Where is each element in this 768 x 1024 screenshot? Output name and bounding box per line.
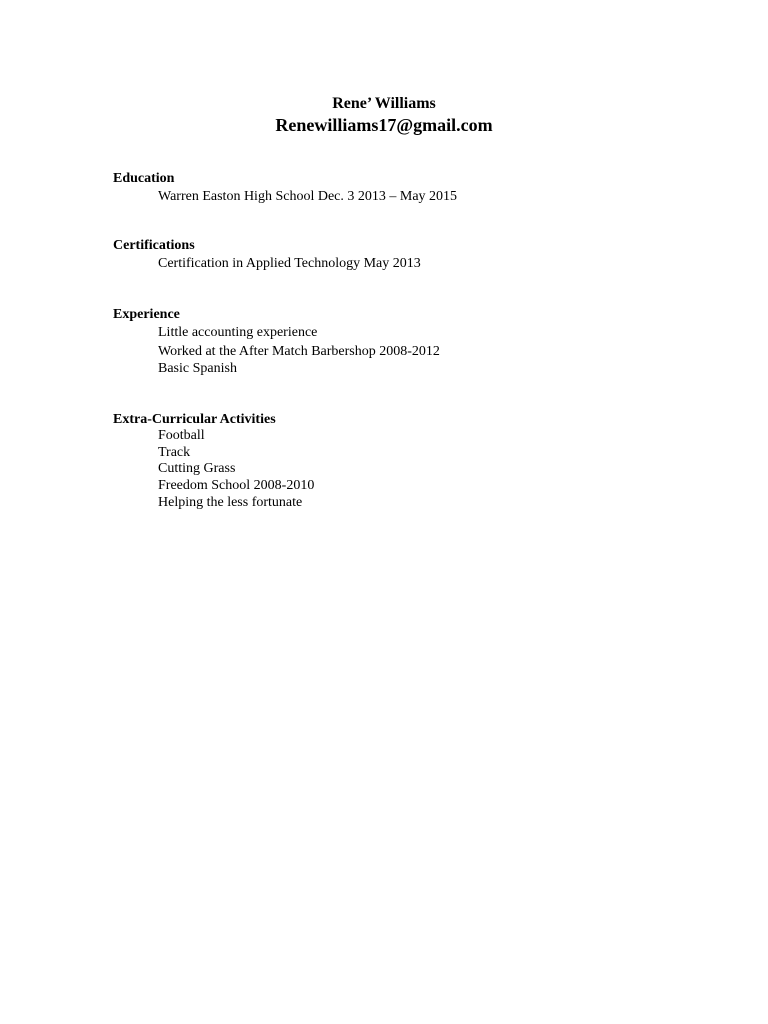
experience-item: Little accounting experience (158, 325, 318, 340)
activity-item: Cutting Grass (158, 461, 236, 476)
resume-email: Renewilliams17@gmail.com (275, 115, 493, 135)
section-title-education: Education (113, 171, 175, 186)
section-title-activities: Extra-Curricular Activities (113, 412, 276, 427)
section-title-certifications: Certifications (113, 238, 195, 253)
activity-item: Track (158, 445, 191, 460)
education-item: Warren Easton High School Dec. 3 2013 – May 2015 (158, 189, 458, 204)
activity-item: Helping the less fortunate (158, 495, 303, 510)
section-title-experience: Experience (113, 307, 180, 322)
activity-item: Football (158, 428, 205, 443)
experience-item: Basic Spanish (158, 361, 237, 376)
certification-item: Certification in Applied Technology May 2013 (158, 256, 421, 271)
activity-item: Freedom School 2008-2010 (158, 478, 315, 493)
experience-item: Worked at the After Match Barbershop 2008-2012 (158, 344, 440, 359)
resume-name: Rene’ Williams (332, 95, 436, 112)
